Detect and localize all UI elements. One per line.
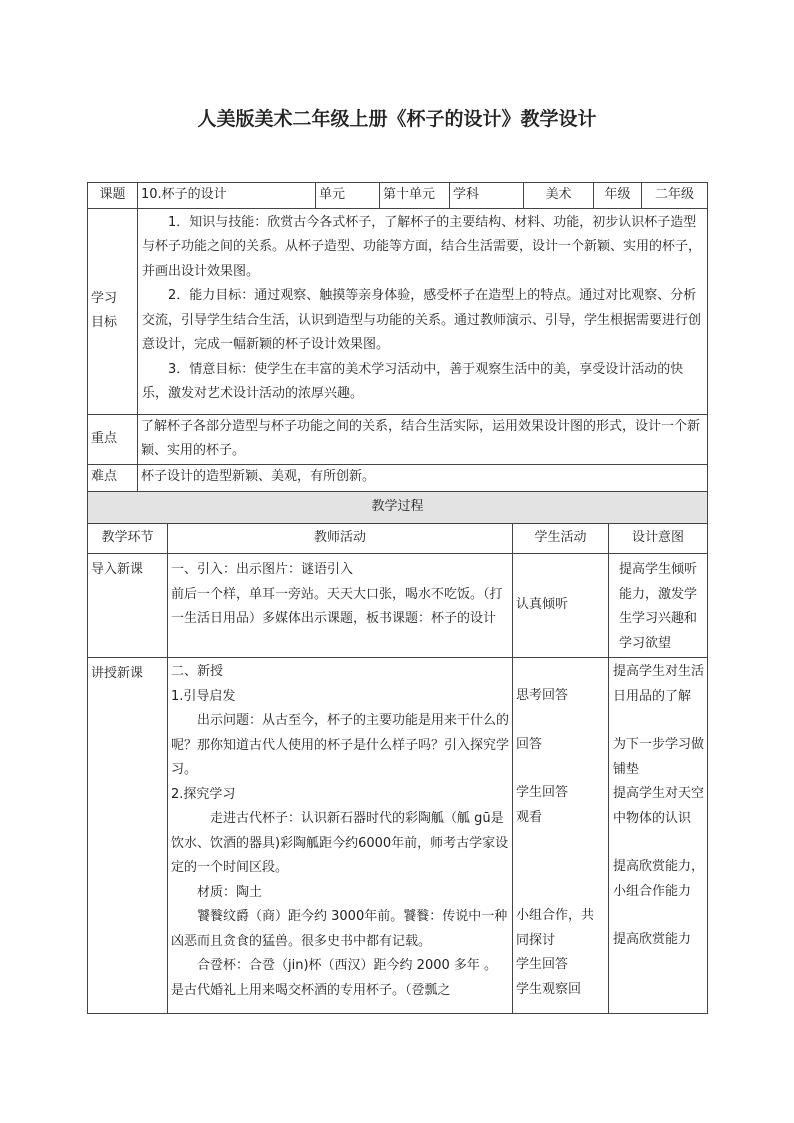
teach-student-line-1: 思考回答 [516,688,569,703]
teach-stage: 讲授新课 [88,658,168,1014]
teach-intent-line-6: 提高欣赏能力，小组合作能力 [613,859,705,899]
objectives-label-line-2: 目标 [91,315,118,330]
objectives-label [88,208,138,414]
teach-student-line-12: 学生观察回 [516,981,582,997]
key-point-text: 了解杯子各部分造型与杯子功能之间的关系，结合生活实际，运用效果设计图的形式，设计一个新颖、实用的杯子。 [138,414,708,464]
intro-stage: 导入新课 [88,554,168,658]
column-stage: 教学环节 [88,524,168,554]
intro-student: 认真倾听 [513,554,609,658]
teach-student-line-5: 学生回答 [516,785,569,800]
grade-value: 二年级 [642,183,708,209]
objective-knowledge: 1．知识与技能：欣赏古今各式杯子，了解杯子的主要结构、材料、功能，初步认识杯子造型与杯子功能之间的关系。从杯子造型、功能等方面，结合生活需要，设计一个新颖、实用的杯子，并画出设计效果图。 [142,214,702,279]
intro-teacher-line-2: 前后一个样，单耳一旁站。天天大口张，喝水不吃饭。（打一生活日用品）多媒体出示课题，板书课题：杯子的设计 [171,586,503,626]
objective-ability: 2．能力目标：通过观察、触摸等亲身体验，感受杯子在造型上的特点。通过对比观察、分析交流，引导学生结合生活，认识到造型与功能的关系。通过教师演示、引导，学生根据需要进行创意设计，完成一幅新颖的杯子设计效果图。 [142,288,702,352]
objectives-content [138,208,708,414]
difficulty-text: 杯子设计的造型新颖、美观，有所创新。 [138,464,708,491]
teach-intent [609,658,708,1014]
teach-intent-line-8: 提高欣赏能力 [613,932,692,947]
intro-intent: 提高学生倾听能力，激发学生学习兴趣和学习欲望 [609,554,708,658]
teach-teacher-line-8: 合卺杯：合卺（jin)杯（西汉）距今约 2000 多年 。是古代婚礼上用来喝交杯酒的专用杯子。（卺瓢之 [171,958,498,998]
teach-intent-line-4: 提高学生对天空中物体的认识 [613,786,705,826]
teach-teacher [168,658,513,1014]
teach-teacher-line-3: 出示问题：从古至今，杯子的主要功能是用来干什么的呢？那你知道古代人使用的杯子是什么样子吗？引入探究学习。 [171,713,510,777]
key-point-label: 重点 [88,414,138,464]
teach-student-line-11: 学生回答 [516,957,569,972]
column-teacher: 教师活动 [168,524,513,554]
subject-value: 美术 [524,183,594,209]
teach-teacher-line-4: 2.探究学习 [171,786,236,802]
teach-teacher-line-5: 走进古代杯子：认识新石器时代的彩陶觚（觚 gū是饮水、饮酒的器具)彩陶觚距今约6000年前，师考古学家设定的一个时间区段。 [171,811,509,875]
teach-intent-line-3: 为下一步学习做铺垫 [613,737,705,777]
lesson-label: 课题 [88,183,138,209]
teach-intent-line-1: 提高学生对生活日用品的了解 [613,664,705,704]
objectives-label-line-1: 学习 [91,290,118,306]
teach-teacher-line-1: 二、新授 [171,664,224,679]
unit-label: 单元 [316,183,380,209]
process-heading: 教学过程 [88,492,708,524]
grade-label: 年级 [594,183,642,209]
subject-label: 学科 [450,183,524,209]
column-intent: 设计意图 [609,524,708,554]
difficulty-label: 难点 [88,464,138,491]
intro-teacher [168,554,513,658]
teaching-process-table [87,491,708,1014]
column-student: 学生活动 [513,524,609,554]
teach-teacher-line-6: 材质：陶土 [197,884,263,900]
document-title: 人美版美术二年级上册《杯子的设计》教学设计 [197,108,597,130]
lesson-value: 10.杯子的设计 [138,183,316,209]
teach-student [513,658,609,1014]
lesson-info-table [87,182,708,492]
teach-student-line-3: 回答 [516,736,543,752]
unit-value: 第十单元 [380,183,450,209]
intro-teacher-line-1: 一、引入：出示图片：谜语引入 [171,562,354,577]
teach-teacher-line-2: 1.引导启发 [171,688,236,704]
teach-student-line-10: 小组合作，共同探讨 [516,908,595,948]
teach-student-line-6: 观看 [516,809,543,825]
teach-teacher-line-7: 饕餮纹爵（商）距今约 3000年前。饕餮：传说中一种凶恶而且贪食的猛兽。很多史书中都有记载。 [171,909,508,949]
objective-attitude: 3．情意目标：使学生在丰富的美术学习活动中，善于观察生活中的美，享受设计活动的快乐，激发对艺术设计活动的浓厚兴趣。 [142,361,684,401]
